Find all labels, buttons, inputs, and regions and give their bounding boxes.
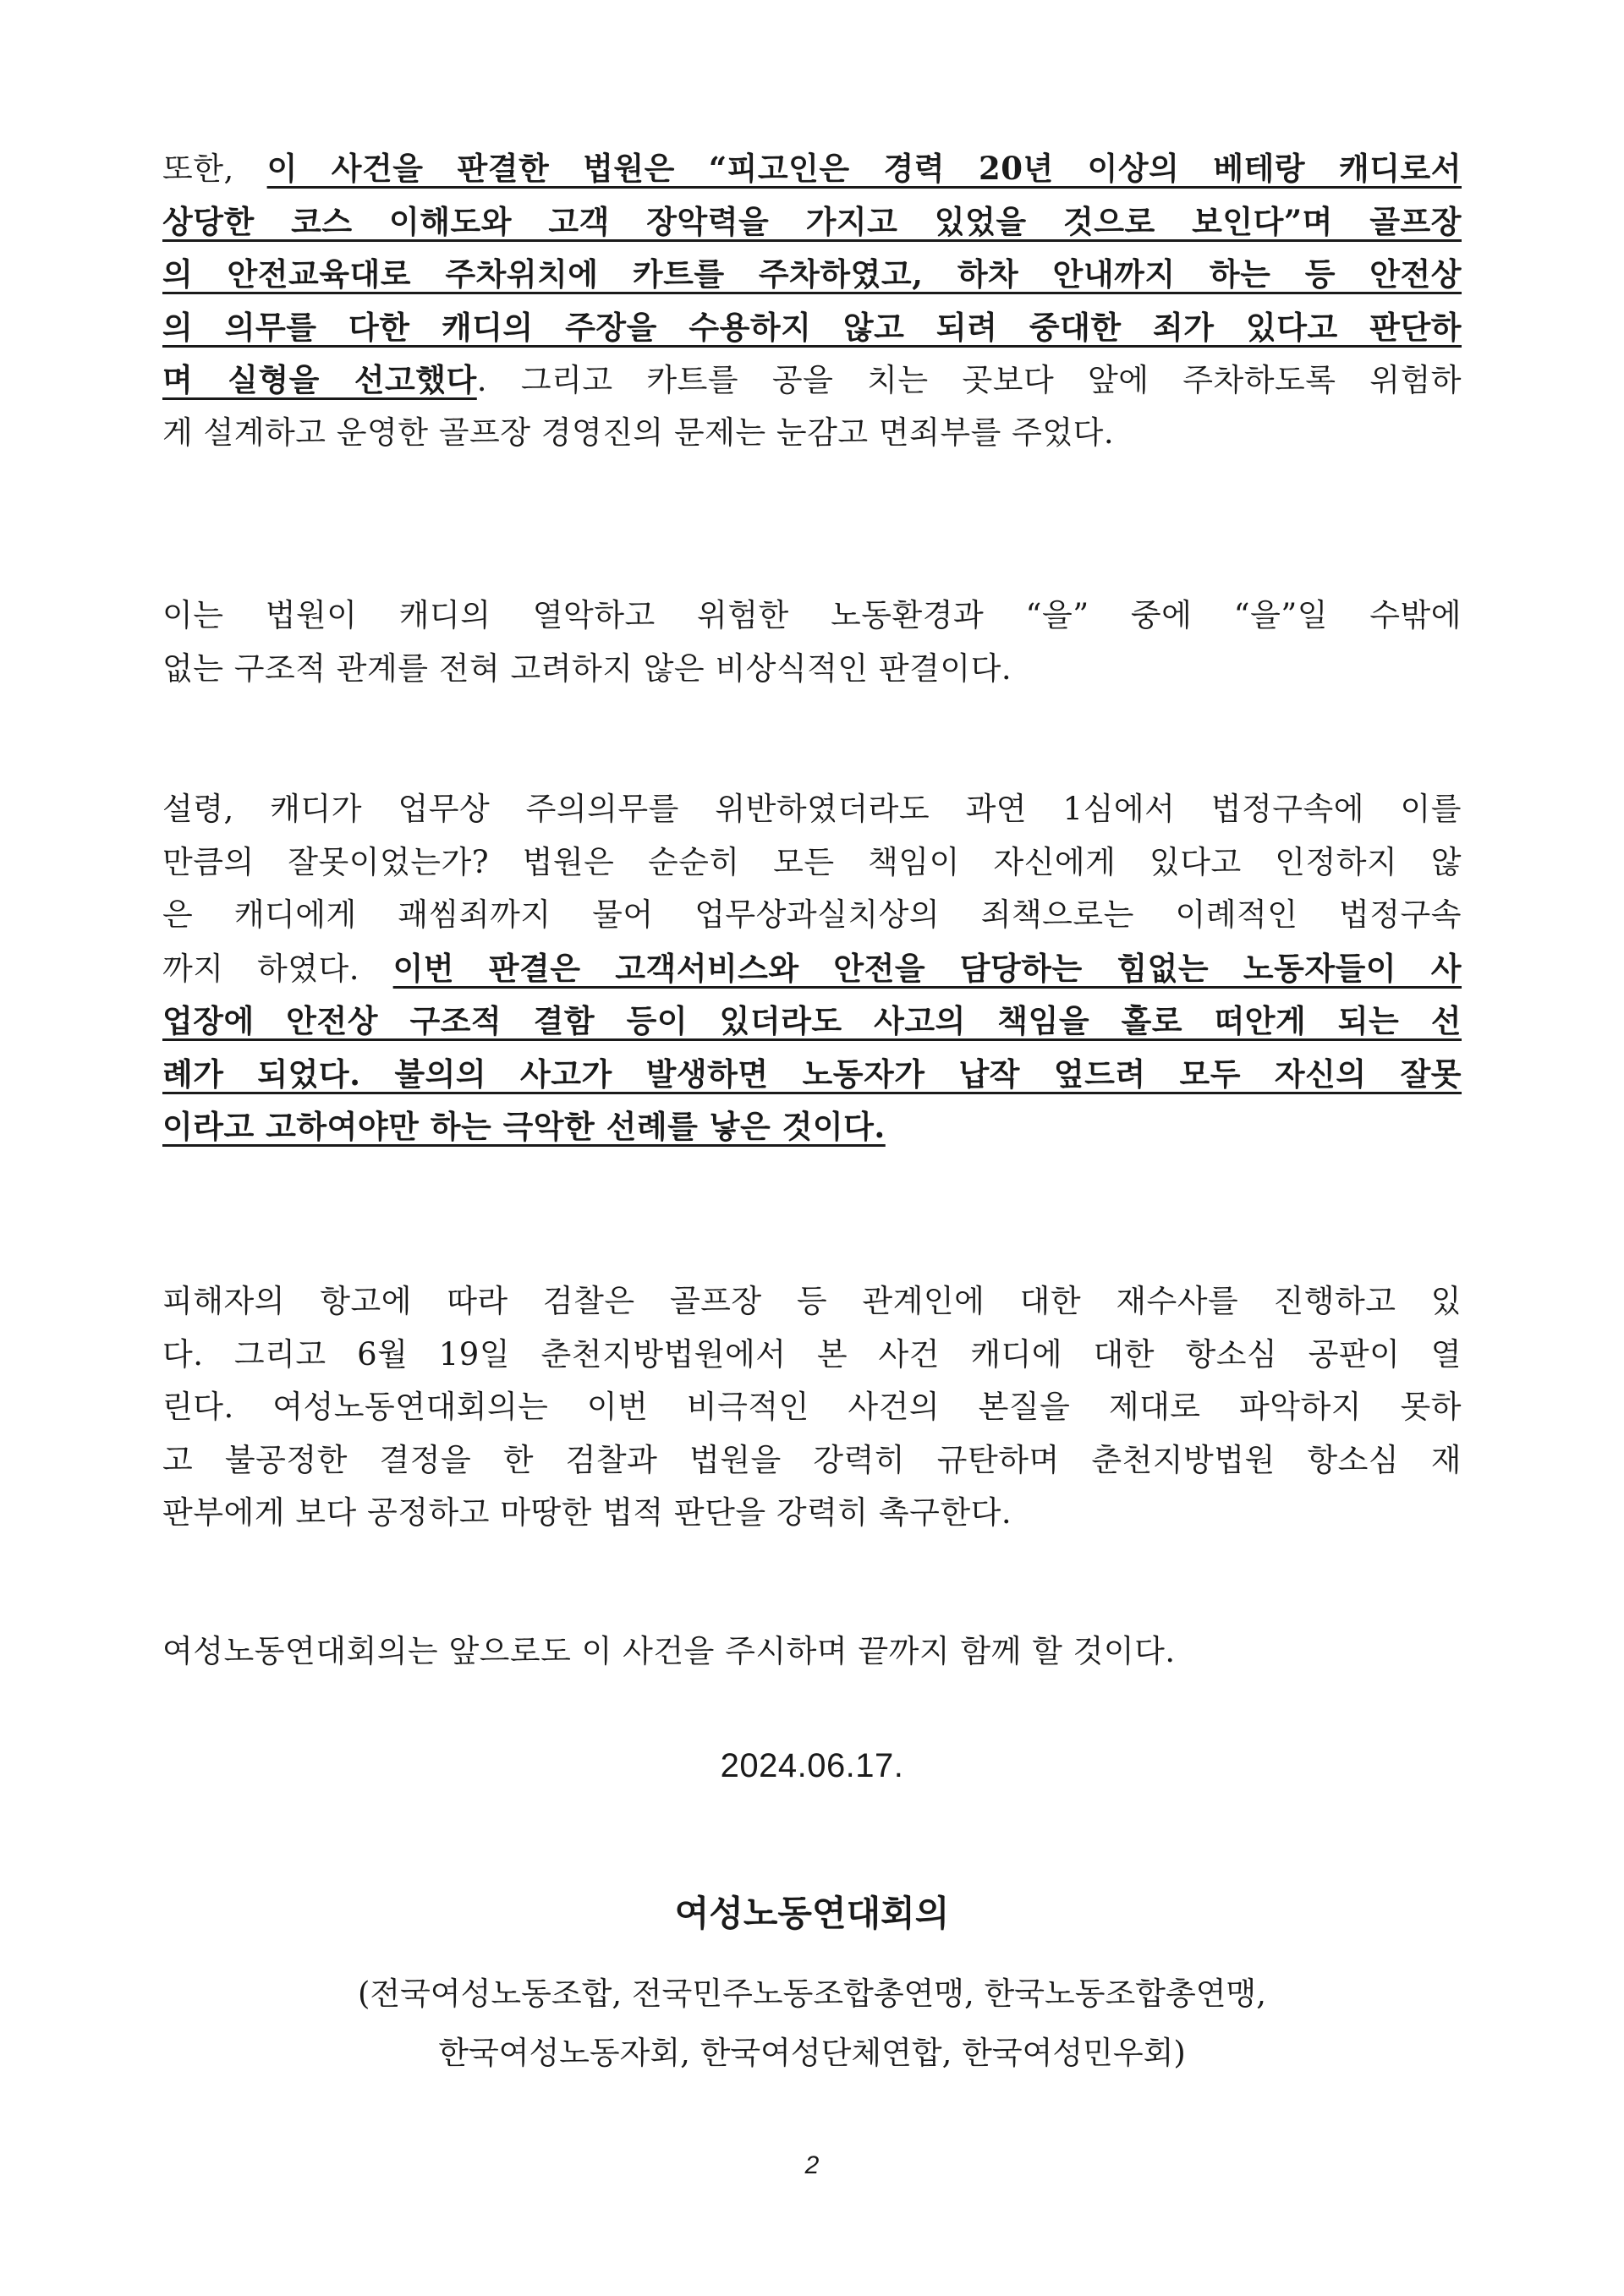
- emphasized-text: 업장에 안전상 구조적 결함 등이 있더라도 사고의 책임을 홀로 떠안게 되는 선: [162, 1002, 1462, 1039]
- body-text: 다. 그리고 6월 19일 춘천지방법원에서 본 사건 캐디에 대한 항소심 공판이 열: [162, 1335, 1462, 1373]
- emphasized-text: 이번 판결은 고객서비스와 안전을 담당하는 힘없는 노동자들이 사: [392, 949, 1462, 987]
- page-number: 2: [804, 2151, 820, 2179]
- body-text: 설령, 캐디가 업무상 주의의무를 위반하였더라도 과연 1심에서 법정구속에 이를: [162, 791, 1462, 827]
- text-line: [162, 1487, 1462, 1540]
- body-text: 피해자의 항고에 따라 검찰은 골프장 등 관계인에 대한 재수사를 진행하고 있: [162, 1283, 1462, 1319]
- text-line: [162, 589, 1462, 643]
- text-line: [162, 248, 1462, 301]
- body-text: 여성노동연대회의는 앞으로도 이 사건을 주시하며 끝까지 함께 할 것이다.: [162, 1633, 1176, 1669]
- member-organizations-line-1: (전국여성노동조합, 전국민주노동조합총연맹, 한국노동조합총연맹,: [357, 1975, 1266, 2012]
- body-text: 이는 법원이 캐디의 열악하고 위험한 노동환경과 “을” 중에 “을”일 수밖에: [162, 597, 1462, 633]
- emphasized-text: 이라고 고하여야만 하는 극악한 선례를 낳은 것이다.: [162, 1108, 886, 1145]
- text-line: [162, 995, 1462, 1048]
- text-line: [162, 301, 1462, 354]
- paragraph-precedent: [162, 783, 1462, 1153]
- text-line: [162, 1381, 1462, 1434]
- text-line: [162, 142, 1462, 195]
- body-text: 판부에게 보다 공정하고 마땅한 법적 판단을 강력히 촉구한다.: [162, 1494, 1012, 1531]
- emphasized-text: 의 안전교육대로 주차위치에 카트를 주차하였고, 하차 안내까지 하는 등 안전상: [162, 255, 1462, 293]
- text-line: [162, 195, 1462, 249]
- member-organizations: [0, 1964, 1624, 2083]
- body-text: . 그리고 카트를 공을 치는 곳보다 앞에 주차하도록 위험하: [476, 362, 1462, 398]
- text-line: [162, 1275, 1462, 1329]
- paragraph-criticism: [162, 589, 1462, 695]
- body-text: 게 설계하고 운영한 골프장 경영진의 문제는 눈감고 면죄부를 주었다.: [162, 414, 1115, 451]
- text-line: [162, 889, 1462, 942]
- emphasized-text: 례가 되었다. 불의의 사고가 발생하면 노동자가 납작 엎드려 모두 자신의 잘못: [162, 1055, 1462, 1093]
- text-line: [162, 1100, 1462, 1153]
- emphasized-text: 이 사건을 판결한 법원은 “피고인은 경력 20년 이상의 베테랑 캐디로서: [266, 150, 1462, 187]
- body-text: 린다. 여성노동연대회의는 이번 비극적인 사건의 본질을 제대로 파악하지 못하: [162, 1389, 1462, 1425]
- paragraph-court-ruling: [162, 142, 1462, 459]
- body-text: 만큼의 잘못이었는가? 법원은 순순히 모든 책임이 자신에게 있다고 인정하지 않: [162, 843, 1462, 880]
- statement-date: 2024.06.17.: [720, 1747, 904, 1784]
- text-line: [162, 1329, 1462, 1382]
- body-text: 없는 구조적 관계를 전혀 고려하지 않은 비상식적인 판결이다.: [162, 649, 1012, 687]
- text-line: [162, 783, 1462, 836]
- text-line: [162, 353, 1462, 407]
- member-organizations-line-2: 한국여성노동자회, 한국여성단체연합, 한국여성민우회): [438, 2035, 1186, 2071]
- text-line: [162, 1625, 1462, 1679]
- emphasized-text: 의 의무를 다한 캐디의 주장을 수용하지 않고 되려 중대한 죄가 있다고 판단하: [162, 308, 1462, 346]
- text-line: [162, 643, 1462, 696]
- text-line: [162, 942, 1462, 995]
- body-text: 은 캐디에게 괘씸죄까지 물어 업무상과실치상의 죄책으로는 이례적인 법정구속: [162, 896, 1462, 933]
- text-line: [162, 1048, 1462, 1101]
- organization-name: 여성노동연대회의: [674, 1893, 950, 1934]
- text-line: [162, 407, 1462, 460]
- body-text: 고 불공정한 결정을 한 검찰과 법원을 강력히 규탄하며 춘천지방법원 항소심 재: [162, 1441, 1462, 1478]
- paragraph-appeal: [162, 1275, 1462, 1540]
- body-text: 또한,: [162, 151, 267, 187]
- body-text: 까지 하였다.: [162, 950, 393, 987]
- text-line: [162, 836, 1462, 890]
- paragraph-closing: [162, 1625, 1462, 1679]
- emphasized-text: 며 실형을 선고했다: [162, 361, 477, 398]
- emphasized-text: 상당한 코스 이해도와 고객 장악력을 가지고 있었을 것으로 보인다”며 골프장: [162, 202, 1462, 240]
- text-line: [162, 1434, 1462, 1488]
